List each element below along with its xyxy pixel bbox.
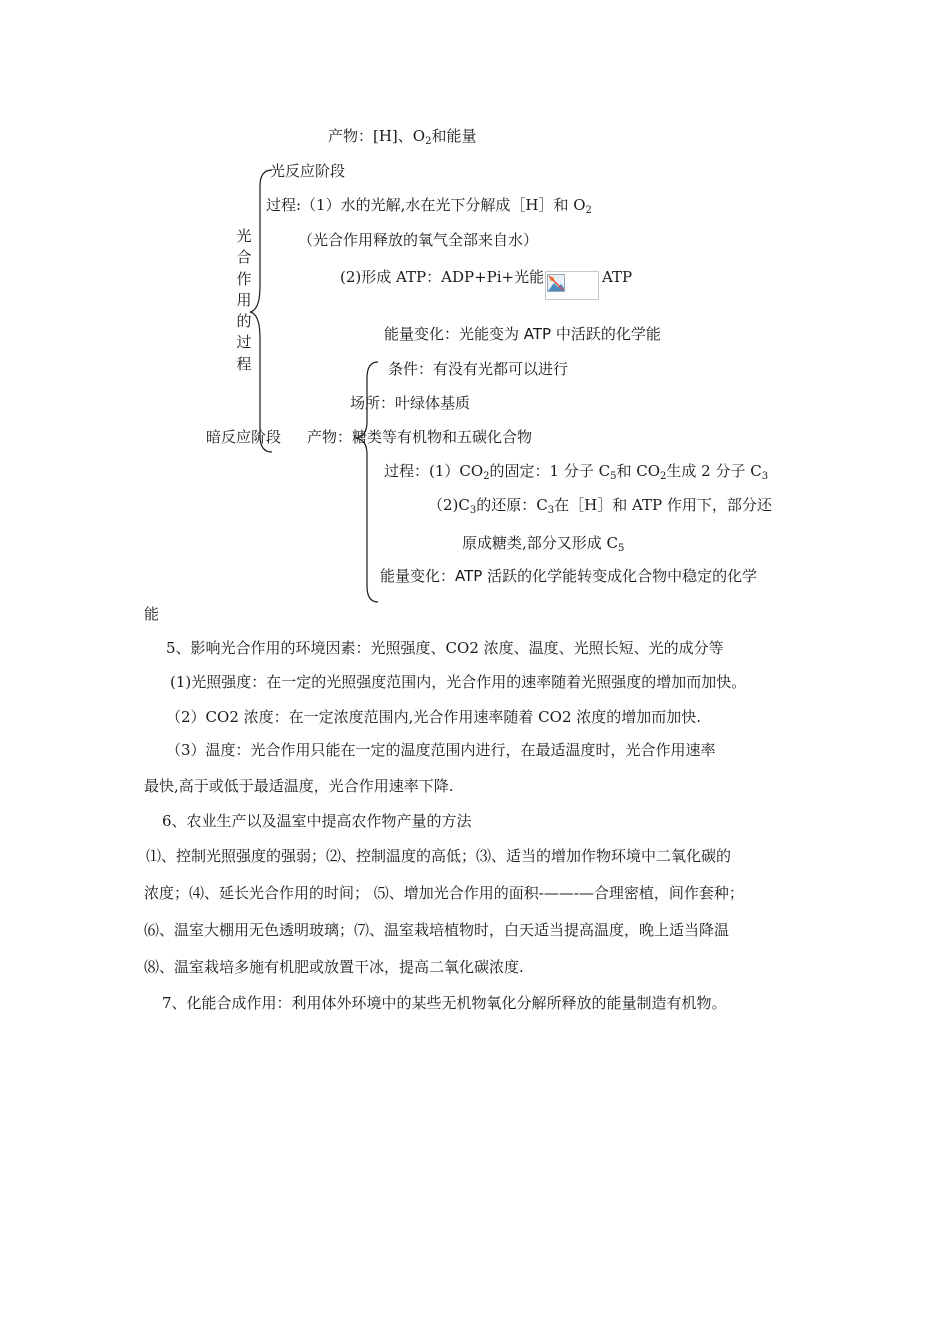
diagram-vertical-title: 光合作用的过程 xyxy=(236,227,252,373)
dark-place: 场所：叶绿体基质 xyxy=(350,394,471,412)
light-product: 产物：[H]、$O_2$和能量 xyxy=(328,127,477,147)
light-stage-label: 光反应阶段 xyxy=(270,162,346,180)
dark-energy-change: 能量变化：ATP 活跃的化学能转变成化合物中稳定的化学 xyxy=(380,567,758,585)
section-6-line-1: ⑴、控制光照强度的强弱；⑵、控制温度的高低；⑶、适当的增加作物环境中二氧化碳的 xyxy=(146,847,732,865)
dark-process-1: 过程：$(1)CO_2$的固定：1 分子 $C_5$和 $CO_2$生成 2 分子 $C_3$ xyxy=(384,462,769,482)
section-5-temperature: （3）温度：光合作用只能在一定的温度范围内进行，在最适温度时，光合作用速率 xyxy=(166,741,716,759)
dark-stage-label: 暗反应阶段 xyxy=(206,428,282,446)
section-5-light-intensity: (1)光照强度：在一定的光照强度范围内，光合作用的速率随着光照强度的增加而加快。 xyxy=(170,673,747,691)
light-process-2: (2)形成 ATP：ADP+Pi+光能 xyxy=(340,268,545,286)
section-6-line-3: ⑹、温室大棚用无色透明玻璃；⑺、温室栽培植物时，白天适当提高温度，晚上适当降温 xyxy=(144,921,730,939)
dark-process-2: $(2)C_3$的还原：$C_3$在［H］和 ATP 作用下，部分还 xyxy=(428,496,772,516)
section-7-chemosynthesis: 7、化能合成作用：利用体外环境中的某些无机物氧化分解所释放的能量制造有机物。 xyxy=(162,994,727,1012)
broken-image-placeholder xyxy=(545,271,599,300)
light-energy-change: 能量变化：光能变为 ATP 中活跃的化学能 xyxy=(384,325,661,343)
light-process-2-atp: ATP xyxy=(602,268,633,286)
section-5-temperature-cont: 最快,高于或低于最适温度，光合作用速率下降. xyxy=(144,777,454,795)
section-5-heading: 5、影响光合作用的环境因素：光照强度、CO2 浓度、温度、光照长短、光的成分等 xyxy=(166,639,724,657)
light-process-1: 过程:（1）水的光解,水在光下分解成［H］和 $O_2$ xyxy=(266,196,592,216)
section-5-co2: （2）CO2 浓度：在一定浓度范围内,光合作用速率随着 CO2 浓度的增加而加快. xyxy=(166,708,702,726)
section-6-line-2: 浓度；⑷、延长光合作用的时间； ⑸、增加光合作用的面积-——-—合理密植，间作套种； xyxy=(144,884,744,902)
section-6-line-4: ⑻、温室栽培多施有机肥或放置干冰，提高二氧化碳浓度. xyxy=(144,958,524,976)
light-oxygen-note: （光合作用释放的氧气全部来自水） xyxy=(298,231,539,249)
dark-process-2-cont: 原成糖类,部分又形成 $C_5$ xyxy=(462,534,625,554)
section-6-heading: 6、农业生产以及温室中提高农作物产量的方法 xyxy=(162,812,472,830)
dark-condition: 条件：有没有光都可以进行 xyxy=(388,360,569,378)
dark-energy-change-tail: 能 xyxy=(144,605,160,623)
dark-product: 产物：糖类等有机物和五碳化合物 xyxy=(307,428,533,446)
broken-image-icon xyxy=(547,274,565,292)
